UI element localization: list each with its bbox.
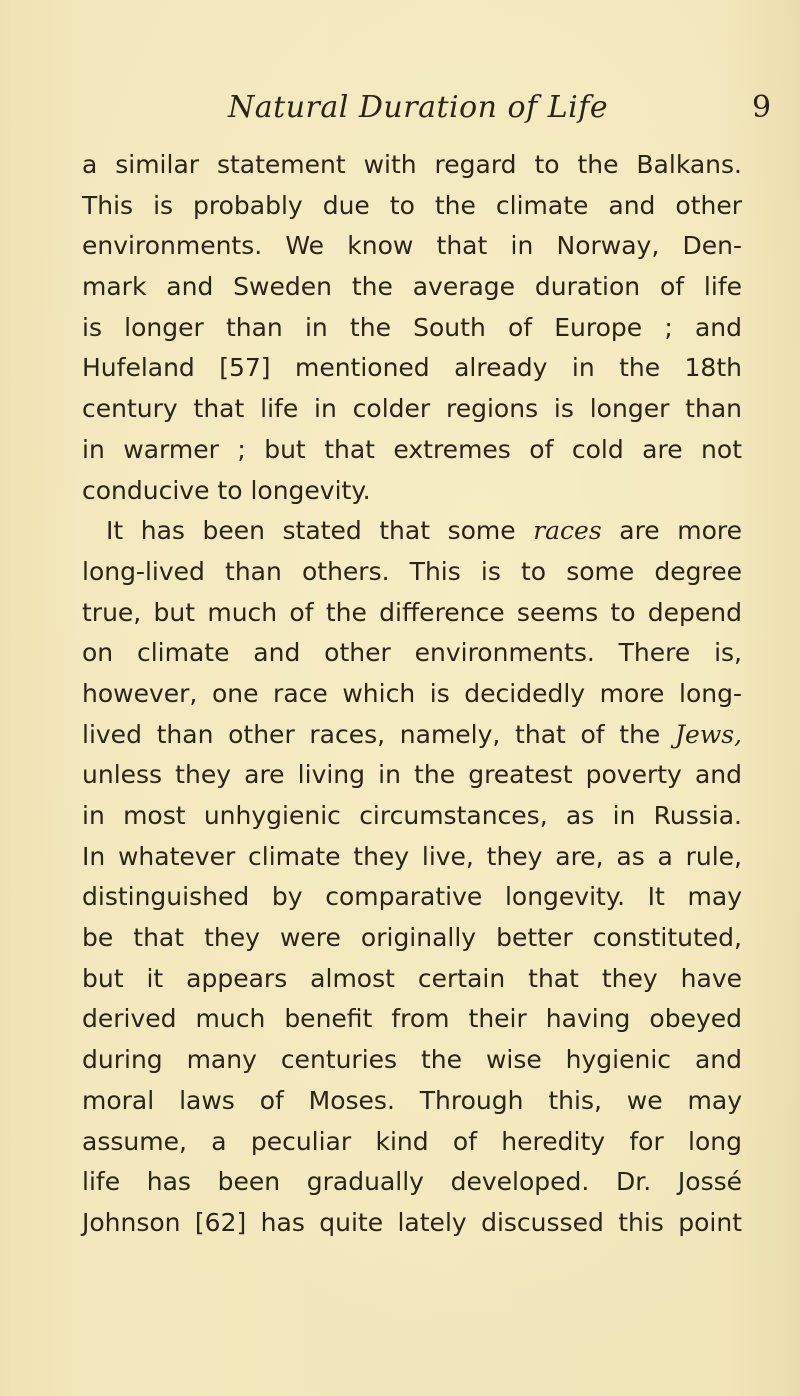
text-line: mark and Sweden the average duration of life — [82, 272, 742, 302]
text-line: conducive to longevity. — [82, 475, 371, 505]
page-header — [0, 90, 800, 130]
text-line: moral laws of Moses. Through this, we may — [82, 1085, 742, 1115]
text-line: in warmer ; but that extremes of cold are not — [82, 434, 742, 464]
emphasis-races: races — [533, 516, 602, 546]
page-number: 9 — [752, 90, 772, 125]
text-line: unless they are living in the greatest poverty and — [82, 760, 742, 790]
text-line: be that they were originally better constituted, — [82, 923, 742, 953]
running-title: Natural Duration of Life — [228, 90, 609, 125]
text-line: during many centuries the wise hygienic and — [82, 1045, 742, 1075]
text-run: are more — [619, 516, 742, 546]
text-line: century that life in colder regions is longer than — [82, 394, 742, 424]
text-line: is longer than in the South of Europe ; and — [82, 312, 742, 342]
text-line: environments. We know that in Norway, Den- — [82, 231, 742, 261]
text-line: however, one race which is decidedly more long- — [82, 678, 742, 708]
text-line: distinguished by comparative longevity. It may — [82, 882, 742, 912]
text-line: long-lived than others. This is to some degree — [82, 556, 742, 586]
text-run: lived than other races, namely, that of the — [82, 719, 661, 749]
text-run: It has been stated that some — [106, 516, 516, 546]
text-line: a similar statement with regard to the Balkans. — [82, 150, 742, 179]
text-line: Hufeland [57] mentioned already in the 18th — [82, 353, 742, 383]
text-line: In whatever climate they live, they are, as a rule, — [82, 841, 742, 871]
emphasis-jews: Jews, — [675, 719, 742, 749]
text-line: This is probably due to the climate and other — [82, 190, 742, 220]
text-line: life has been gradually developed. Dr. Jossé — [82, 1167, 742, 1197]
text-line — [82, 715, 742, 756]
text-line: in most unhygienic circumstances, as in Russia. — [82, 801, 742, 830]
text-line: true, but much of the difference seems to depend — [82, 597, 742, 627]
text-line — [82, 511, 742, 552]
text-line: on climate and other environments. There is, — [82, 638, 742, 668]
text-line: derived much benefit from their having obeyed — [82, 1004, 742, 1034]
text-line: but it appears almost certain that they have — [82, 963, 742, 993]
text-line: assume, a peculiar kind of heredity for long — [82, 1126, 742, 1156]
body-text — [82, 145, 742, 1244]
text-line: Johnson [62] has quite lately discussed this point — [82, 1207, 742, 1237]
